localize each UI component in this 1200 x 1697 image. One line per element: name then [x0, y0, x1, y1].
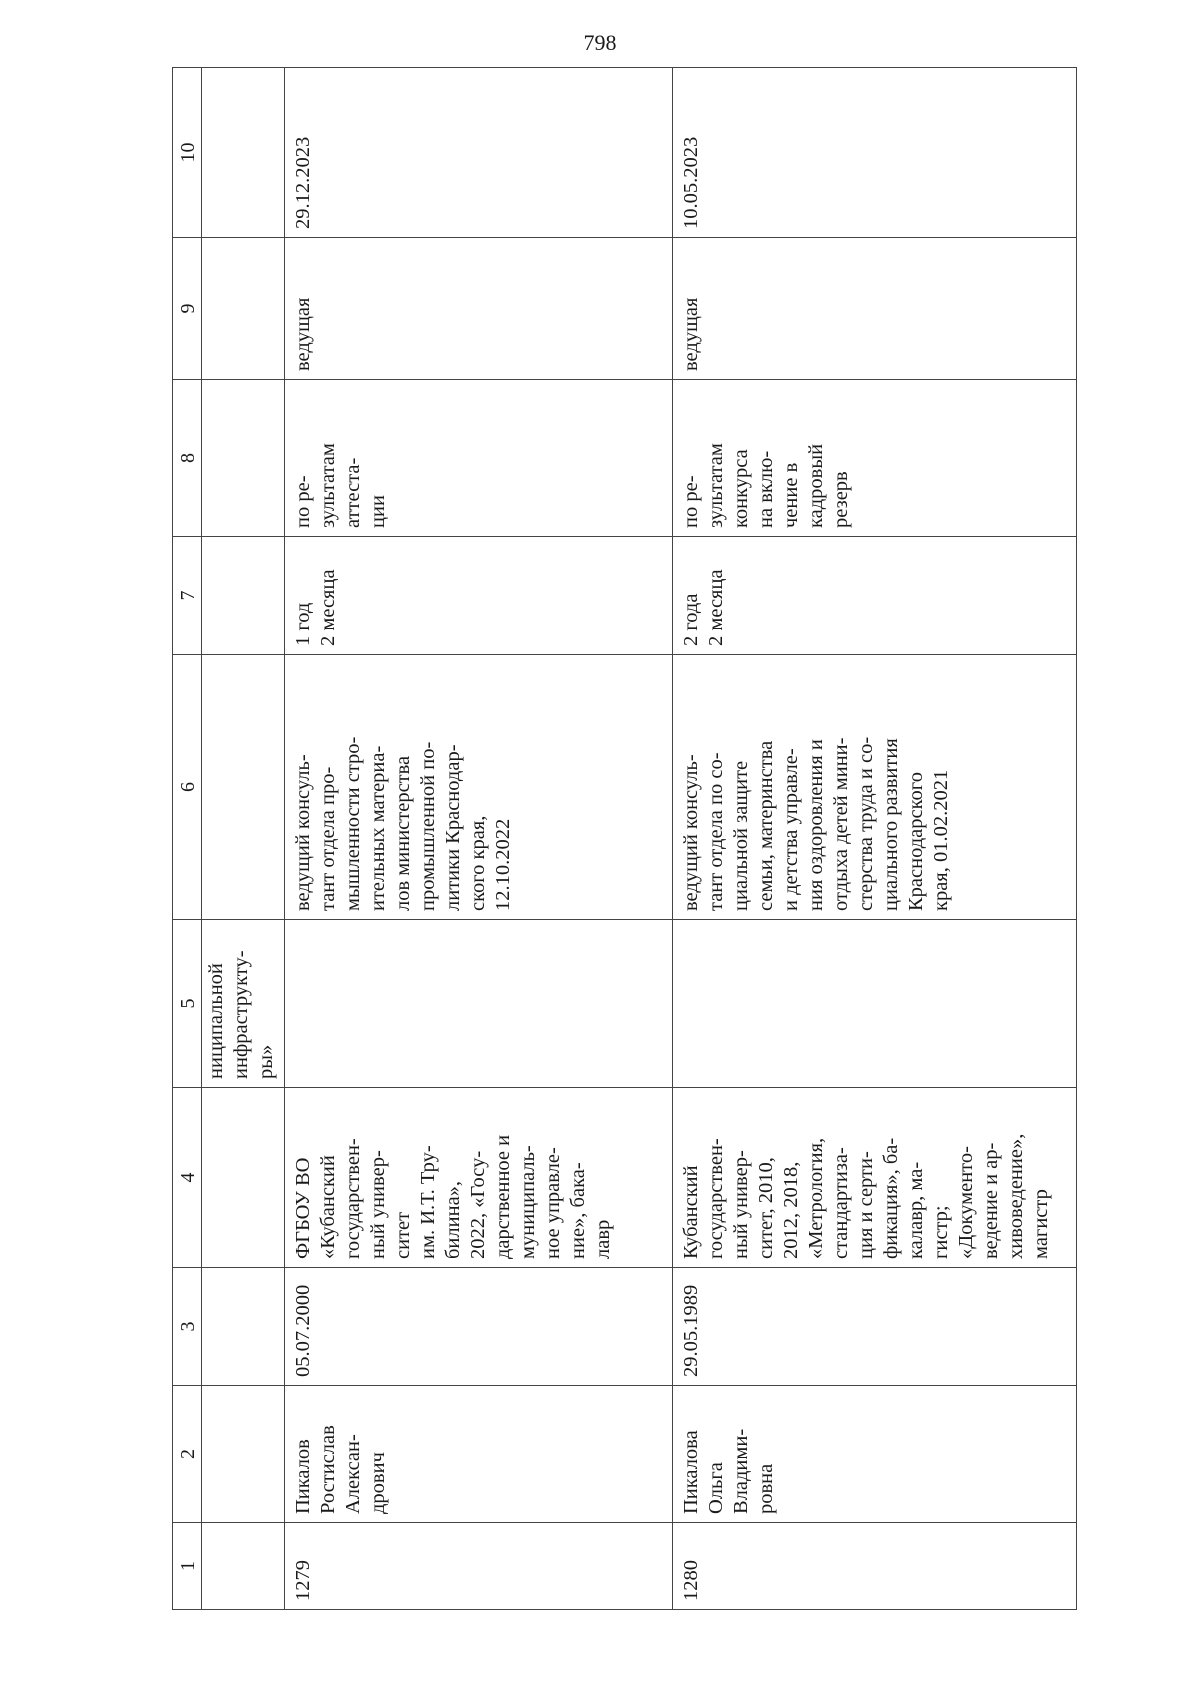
record-position-text: ведущий консуль- тант отдела по со- циальной защите семьи, материнства и детства управле- ния оздоровления и отдыха детей мини- стерства труда и со- циального развития Краснодарского края, 01.02.2021	[680, 736, 953, 911]
header-row	[173, 68, 202, 1610]
record-education-text: ФГБОУ ВО «Кубанский государствен- ный универ- ситет им. И.Т. Тру- билина», 2022, «Госу- дарственное и муниципаль- ное управле- ние», бака- лавр	[292, 1134, 615, 1259]
record-number	[285, 1523, 673, 1610]
cont-col5-text: ниципальной инфраструкту- ры»	[204, 950, 277, 1079]
record-col5	[285, 920, 673, 1088]
cont-cell-5	[201, 920, 284, 1088]
record-position	[285, 655, 673, 920]
record-position	[673, 655, 1077, 920]
column-header-1: 1	[173, 1523, 202, 1610]
page-number: 798	[583, 30, 617, 55]
record-name-text: Пикалов Ростислав Алексан- дрович	[292, 1425, 390, 1514]
record-birth-date-text: 29.05.1989	[680, 1284, 703, 1377]
record-education-text: Кубанский государствен- ный универ- ситет, 2010, 2012, 2018, «Метрология, стандартиза- ция и серти- фикация», ба- калавр, ма- гистр; «Документо- ведение и ар- хивоведение», магистр	[680, 1133, 1053, 1259]
cont-cell-3	[201, 1268, 284, 1386]
cont-cell-8	[201, 380, 284, 537]
cont-cell-7	[201, 537, 284, 655]
cont-cell-10	[201, 68, 284, 238]
column-header-10: 10	[173, 68, 202, 238]
record-number	[673, 1523, 1077, 1610]
record-date-text: 29.12.2023	[292, 136, 315, 229]
record-birth-date	[673, 1268, 1077, 1386]
rotated-table-content	[172, 68, 1077, 1610]
cont-cell-4	[201, 1088, 284, 1268]
column-header-9: 9	[173, 238, 202, 380]
column-header-3: 3	[173, 1268, 202, 1386]
column-header-7: 7	[173, 537, 202, 655]
column-header-5: 5	[173, 920, 202, 1088]
column-header-6: 6	[173, 655, 202, 920]
column-header-2: 2	[173, 1386, 202, 1523]
table-row	[285, 68, 673, 1610]
table-row	[673, 68, 1077, 1610]
personnel-reserve-table	[172, 68, 1077, 1610]
record-name	[285, 1386, 673, 1523]
continuation-row	[201, 68, 284, 1610]
record-col5	[673, 920, 1077, 1088]
record-number-text: 1279	[292, 1560, 315, 1601]
cont-cell-1	[201, 1523, 284, 1610]
record-basis	[673, 380, 1077, 537]
record-date	[285, 68, 673, 238]
column-header-4: 4	[173, 1088, 202, 1268]
record-name	[673, 1386, 1077, 1523]
record-basis-text: по ре- зультатам конкурса на вклю- чение в кадровый резерв	[680, 443, 853, 528]
record-basis-text: по ре- зультатам аттеста- ции	[292, 443, 390, 528]
record-experience	[673, 537, 1077, 655]
record-experience-text: 1 год 2 месяца	[292, 569, 340, 646]
column-header-8: 8	[173, 380, 202, 537]
record-group-text: ведущая	[292, 297, 315, 371]
record-group-text: ведущая	[680, 297, 703, 371]
cont-cell-6	[201, 655, 284, 920]
record-experience-text: 2 года 2 месяца	[680, 569, 728, 646]
record-date	[673, 68, 1077, 238]
record-number-text: 1280	[680, 1560, 703, 1601]
record-name-text: Пикалова Ольга Владими- ровна	[680, 1428, 778, 1514]
cont-cell-2	[201, 1386, 284, 1523]
record-date-text: 10.05.2023	[680, 136, 703, 229]
record-experience	[285, 537, 673, 655]
record-birth-date-text: 05.07.2000	[292, 1284, 315, 1377]
record-position-text: ведущий консуль- тант отдела про- мышленности стро- ительных материа- лов министерства промышленной по- литики Краснодар- ского края, 12.10.2022	[292, 736, 515, 911]
record-group	[673, 238, 1077, 380]
record-basis	[285, 380, 673, 537]
record-education	[673, 1088, 1077, 1268]
record-education	[285, 1088, 673, 1268]
reserve-table	[172, 67, 1077, 1610]
cont-cell-9	[201, 238, 284, 380]
record-birth-date	[285, 1268, 673, 1386]
record-group	[285, 238, 673, 380]
